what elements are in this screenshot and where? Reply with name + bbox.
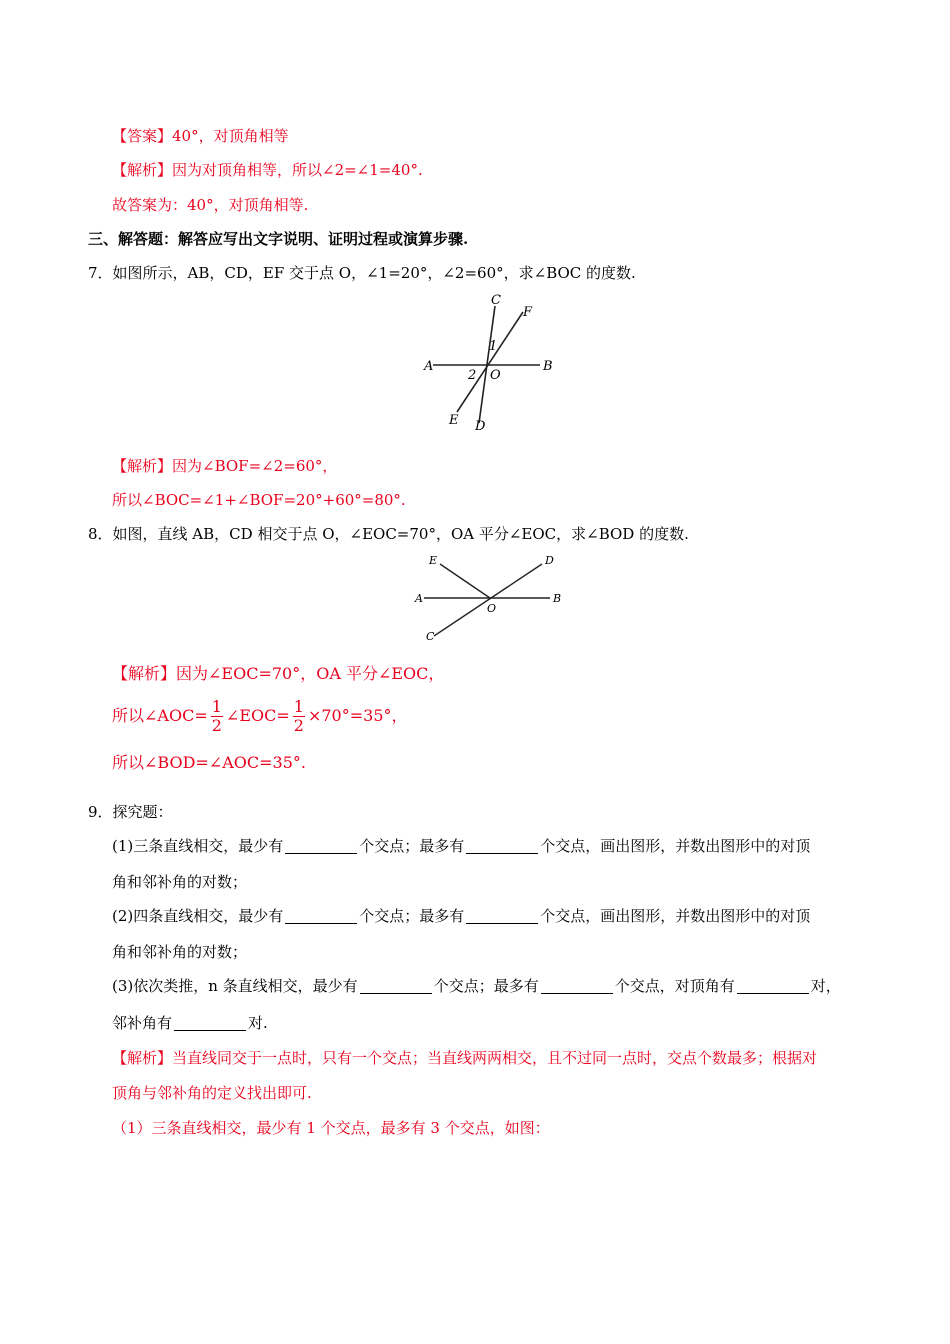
label-e: E: [429, 554, 438, 567]
label-b: B: [543, 359, 553, 374]
q9-analysis-1: 【解析】当直线同交于一点时，只有一个交点；当直线两两相交，且不过同一点时，交点个数最多；根据对: [112, 1049, 818, 1067]
label-angle-1: 1: [489, 339, 498, 354]
q9-part2-line2: 角和邻补角的对数；: [112, 943, 248, 961]
q9-part2-line1: (2)四条直线相交，最少有 个交点；最多有 个交点，画出图形，并数出图形中的对顶: [112, 907, 811, 925]
q9-part1-line1: (1)三条直线相交，最少有 个交点；最多有 个交点，画出图形，并数出图形中的对顶: [112, 837, 811, 855]
q7-analysis-1: 【解析】因为∠BOF=∠2=60°，: [112, 457, 338, 475]
q7-analysis-2: 所以∠BOC=∠1+∠BOF=20°+60°=80°.: [112, 491, 406, 509]
line-cd: [434, 564, 542, 636]
label-e: E: [449, 413, 459, 428]
answer-blank[interactable]: [285, 839, 357, 854]
label-angle-2: 2: [468, 368, 477, 383]
q8-analysis-2-prefix: 所以∠AOC=: [112, 706, 208, 725]
line-ef: [457, 312, 523, 412]
label-a: A: [424, 359, 434, 374]
q8-analysis-1: 【解析】因为∠EOC=70°，OA 平分∠EOC，: [112, 664, 445, 683]
q9-part3-line1: (3)依次类推，n 条直线相交，最少有 个交点；最多有 个交点，对顶角有 对，: [112, 977, 841, 995]
label-o: O: [490, 368, 501, 383]
q7-figure: [415, 288, 565, 438]
answer-blank[interactable]: [466, 909, 538, 924]
q9-part3-line2: 邻补角有 对.: [112, 1014, 268, 1032]
q7-question: 7．如图所示，AB，CD，EF 交于点 O，∠1=20°，∠2=60°，求∠BOC 的度数.: [88, 264, 636, 282]
label-d: D: [545, 554, 554, 567]
q9-analysis-2: 顶角与邻补角的定义找出即可.: [112, 1084, 312, 1102]
q6-analysis: 【解析】因为对顶角相等，所以∠2=∠1=40°.: [112, 161, 423, 179]
label-o: O: [487, 602, 497, 615]
q8-analysis-2-mid: ∠EOC=: [225, 706, 290, 725]
answer-blank[interactable]: [174, 1016, 246, 1031]
q8-analysis-3: 所以∠BOD=∠AOC=35°.: [112, 753, 306, 772]
ray-oe: [440, 564, 490, 598]
fraction-half-1: $\frac{1}{2}$: [211, 697, 222, 735]
q8-analysis-2: [112, 696, 408, 736]
q9-analysis-3: （1）三条直线相交，最少有 1 个交点，最多有 3 个交点，如图：: [112, 1119, 550, 1137]
answer-blank[interactable]: [285, 909, 357, 924]
q9-part1-line2: 角和邻补角的对数；: [112, 873, 248, 891]
label-a: A: [415, 592, 423, 605]
fraction-half-2: $\frac{1}{2}$: [293, 697, 304, 735]
label-b: B: [553, 592, 562, 605]
q6-answer: 【答案】40°，对顶角相等: [112, 127, 289, 145]
answer-blank[interactable]: [466, 839, 538, 854]
section-heading: 三、解答题：解答应写出文字说明、证明过程或演算步骤.: [88, 230, 469, 248]
q8-question: 8．如图，直线 AB，CD 相交于点 O，∠EOC=70°，OA 平分∠EOC，求∠BOD 的度数.: [88, 525, 689, 543]
label-f: F: [523, 305, 533, 320]
answer-blank[interactable]: [360, 979, 432, 994]
label-d: D: [475, 419, 486, 434]
q8-analysis-2-suffix: ×70°=35°，: [307, 706, 408, 725]
label-c: C: [426, 630, 435, 643]
q6-conclusion: 故答案为：40°，对顶角相等.: [112, 196, 309, 214]
answer-blank[interactable]: [541, 979, 613, 994]
label-c: C: [491, 293, 501, 308]
q8-figure: [410, 550, 575, 645]
answer-blank[interactable]: [737, 979, 809, 994]
q9-title: 9．探究题：: [88, 803, 173, 821]
